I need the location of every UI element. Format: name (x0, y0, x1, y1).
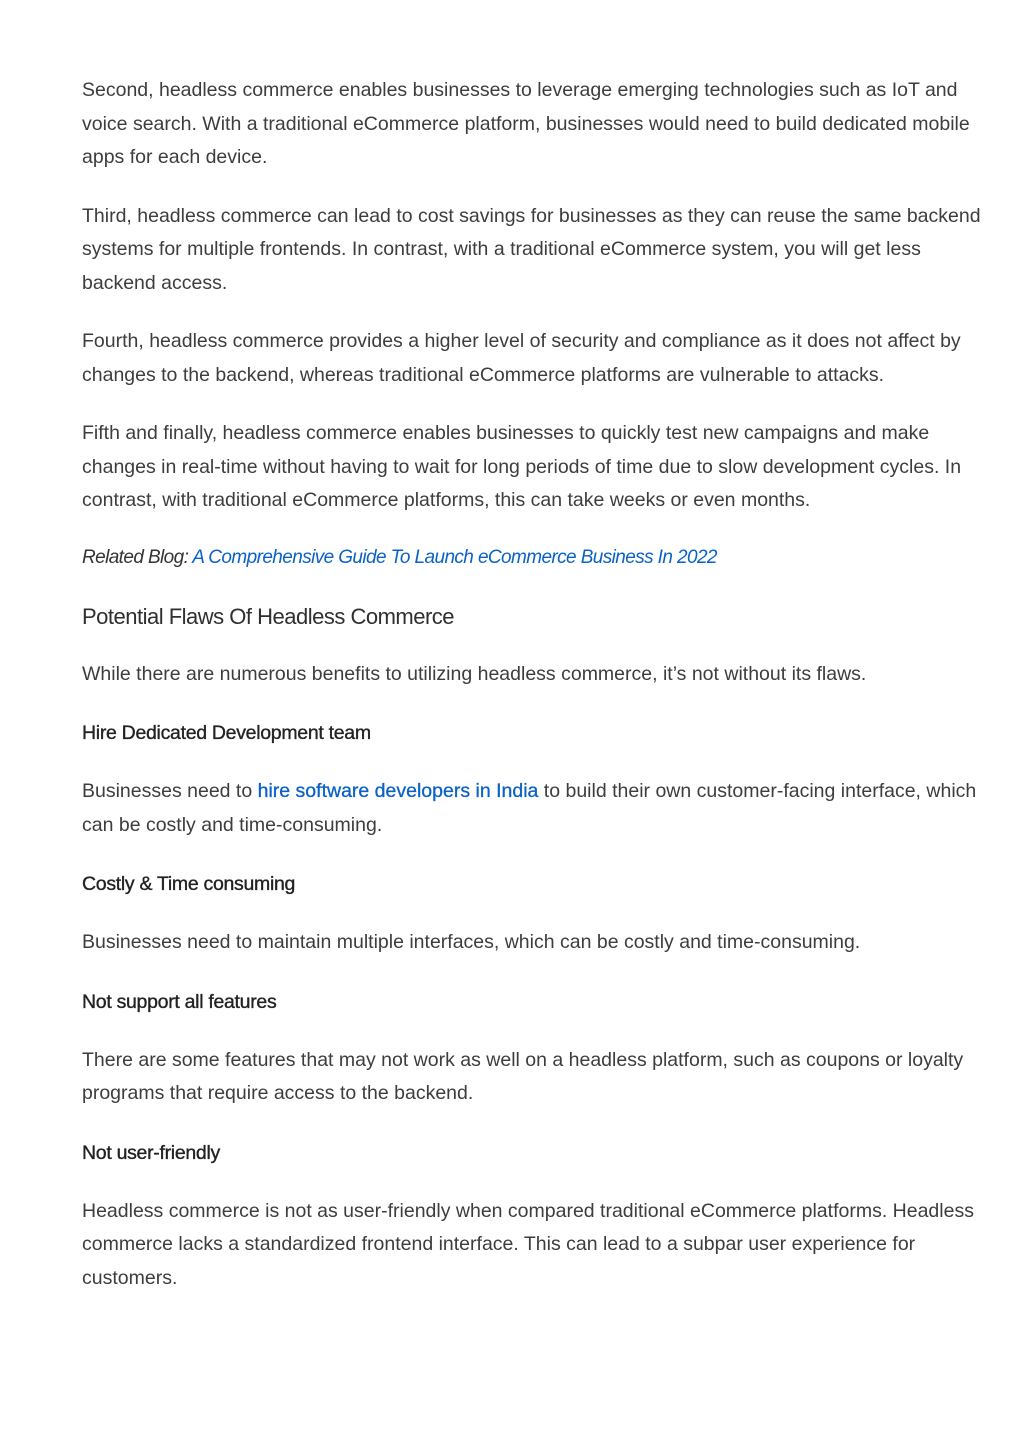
related-blog-link[interactable]: A Comprehensive Guide To Launch eCommerce Business In 2022 (192, 546, 717, 568)
flaw-text-hire-team (82, 775, 982, 842)
hire-developers-link[interactable]: hire software developers in India (257, 780, 539, 802)
paragraph-fourth: Fourth, headless commerce provides a higher level of security and compliance as it does not affect by changes to the backend, whereas traditional eCommerce platforms are vulnerable to attacks. (82, 330, 961, 386)
related-blog (82, 543, 982, 573)
flaws-intro: While there are numerous benefits to utilizing headless commerce, it’s not without its flaws. (82, 662, 867, 685)
related-blog-label: Related Blog: (82, 546, 189, 568)
flaw-text-user-friendly: Headless commerce is not as user-friendly when compared traditional eCommerce platforms. Headless commerce lacks a standardized frontend interface. This can lead to a subpar user experience for customers. (82, 1199, 974, 1289)
flaw-text-after-link: to build their own customer-facing interface, which can be costly and time-consuming. (82, 780, 977, 836)
flaw-text-before-link: Businesses need to (82, 780, 258, 802)
flaw-title-hire-team: Hire Dedicated Development team (82, 722, 371, 744)
flaw-text-features: There are some features that may not work as well on a headless platform, such as coupons or loyalty programs that require access to the backend. (82, 1048, 964, 1104)
paragraph-second: Second, headless commerce enables businesses to leverage emerging technologies such as IoT and voice search. With a traditional eCommerce platform, businesses would need to build dedicated mobile apps for each device. (82, 79, 970, 168)
article-body (82, 74, 982, 1320)
flaw-text-costly: Businesses need to maintain multiple interfaces, which can be costly and time-consuming. (82, 931, 861, 953)
flaw-title-costly: Costly & Time consuming (82, 873, 296, 895)
section-heading: Potential Flaws Of Headless Commerce (82, 603, 455, 629)
paragraph-third: Third, headless commerce can lead to cost savings for businesses as they can reuse the same backend systems for multiple frontends. In contrast, with a traditional eCommerce system, you will get less backend access. (82, 204, 981, 294)
flaw-title-features: Not support all features (82, 990, 277, 1013)
flaw-title-user-friendly: Not user-friendly (82, 1141, 220, 1164)
paragraph-fifth: Fifth and finally, headless commerce enables businesses to quickly test new campaigns and make changes in real-time without having to wait for long periods of time due to slow development cycles. In contrast, with traditional eCommerce platforms, this can take weeks or even months. (82, 422, 962, 511)
